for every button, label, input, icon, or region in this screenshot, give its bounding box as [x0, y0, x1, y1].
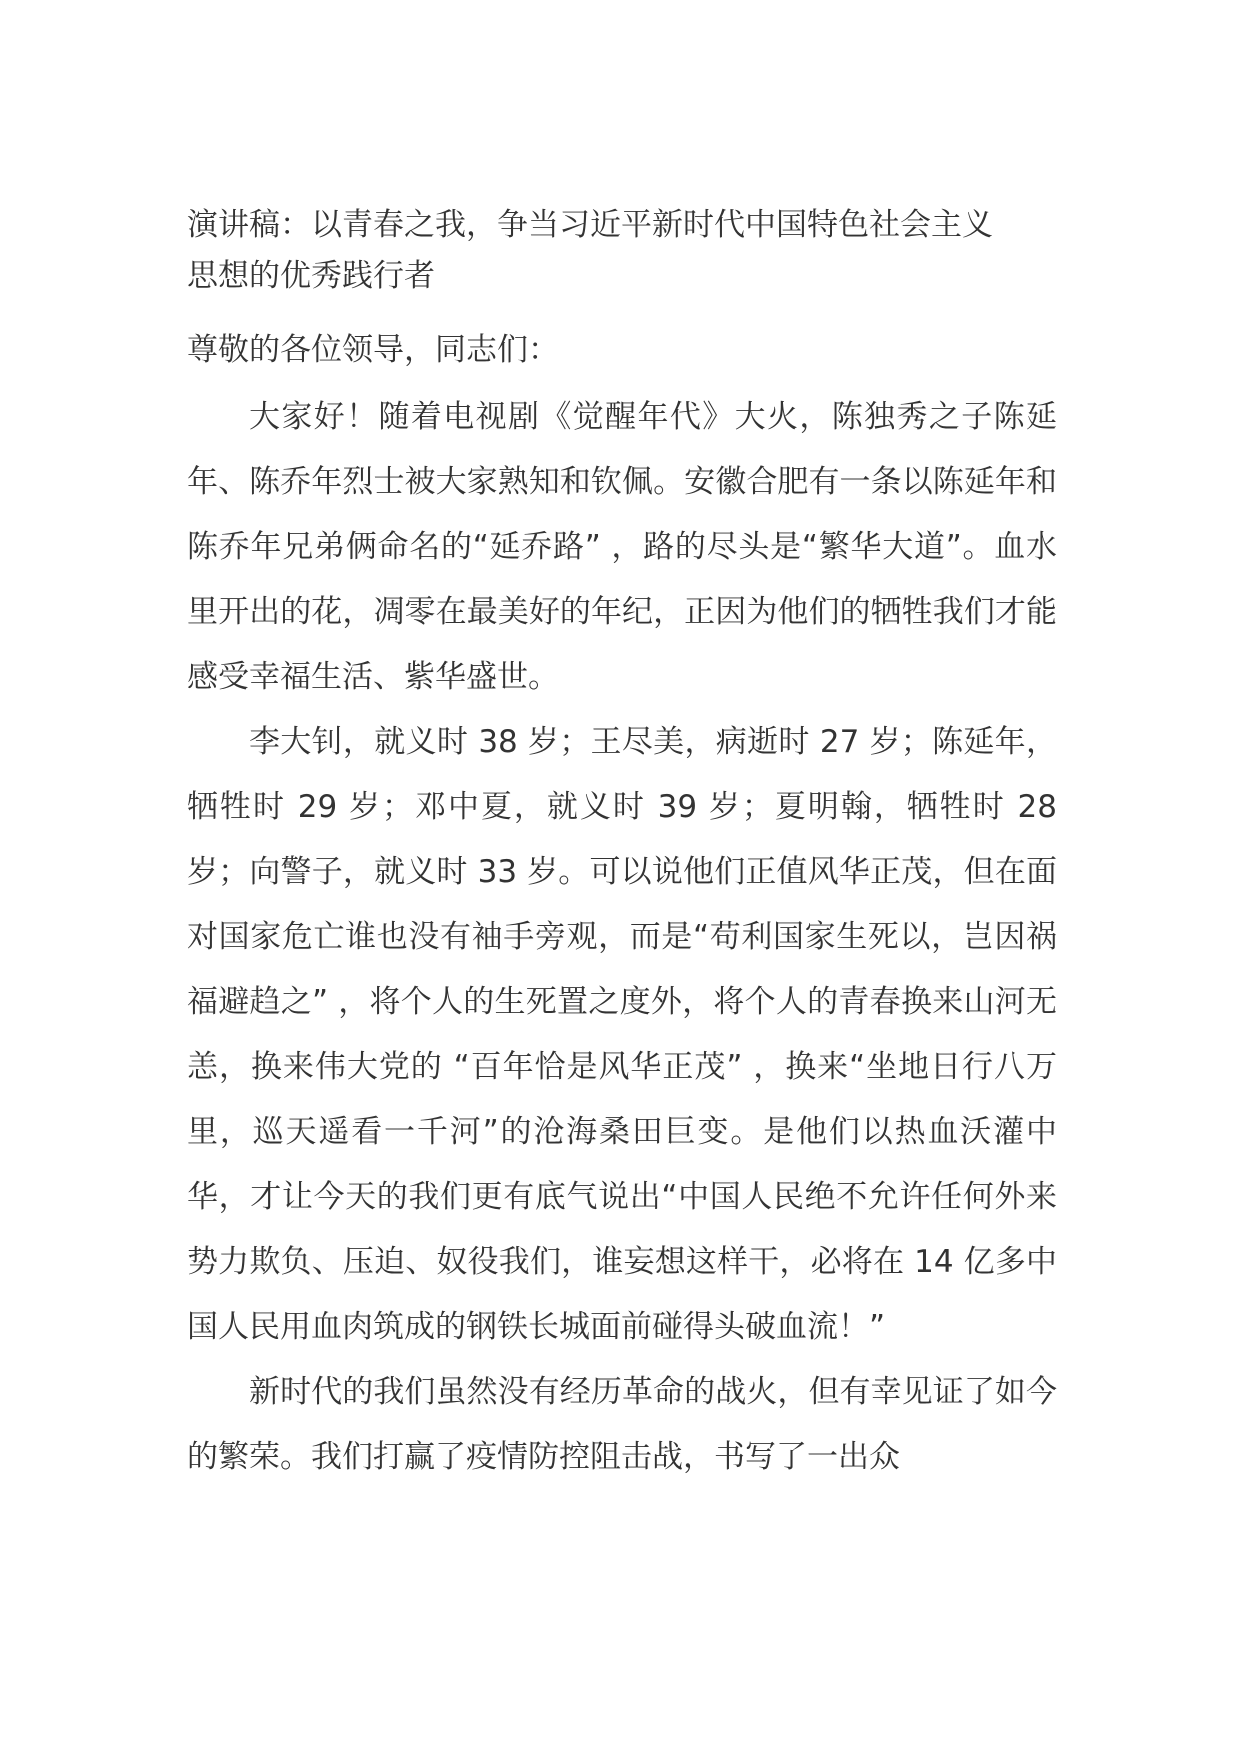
- document-title: 演讲稿：以青春之我，争当习近平新时代中国特色社会主义思想的优秀践行者: [187, 207, 993, 294]
- paragraph-3: 新时代的我们虽然没有经历革命的战火，但有幸见证了如今的繁荣。我们打赢了疫情防控阻击战，书写了一出众: [187, 1374, 1057, 1475]
- document-page: [187, 200, 1057, 1490]
- paragraph-2: 李大钊，就义时 38 岁；王尽美，病逝时 27 岁；陈延年，牺牲时 29 岁；邓中夏，就义时 39 岁；夏明翰，牺牲时 28 岁；向警子，就义时 33 岁。可以说他们正值风华正茂，但在面对国家危亡谁也没有袖手旁观，而是“苟利国家生死以，岂因祸福避趋之” ，将个人的生死置之度外，将个人的青春换来山河无恙，换来伟大党的 “百年恰是风华正茂” ，换来“坐地日行八万里，巡天遥看一千河”的沧海桑田巨变。是他们以热血沃灌中华，才让今天的我们更有底气说出“中国人民绝不允许任何外来势力欺负、压迫、奴役我们，谁妄想这样干，必将在 14 亿多中国人民用血肉筑成的钢铁长城面前碰得头破血流！”: [187, 724, 1057, 1345]
- salutation: 尊敬的各位领导，同志们：: [187, 332, 559, 368]
- paragraph-1: 大家好！随着电视剧《觉醒年代》大火，陈独秀之子陈延年、陈乔年烈士被大家熟知和钦佩。安徽合肥有一条以陈延年和陈乔年兄弟俩命名的“延乔路” ，路的尽头是“繁华大道”。血水里开出的花，凋零在最美好的年纪，正因为他们的牺牲我们才能感受幸福生活、紫华盛世。: [187, 399, 1057, 695]
